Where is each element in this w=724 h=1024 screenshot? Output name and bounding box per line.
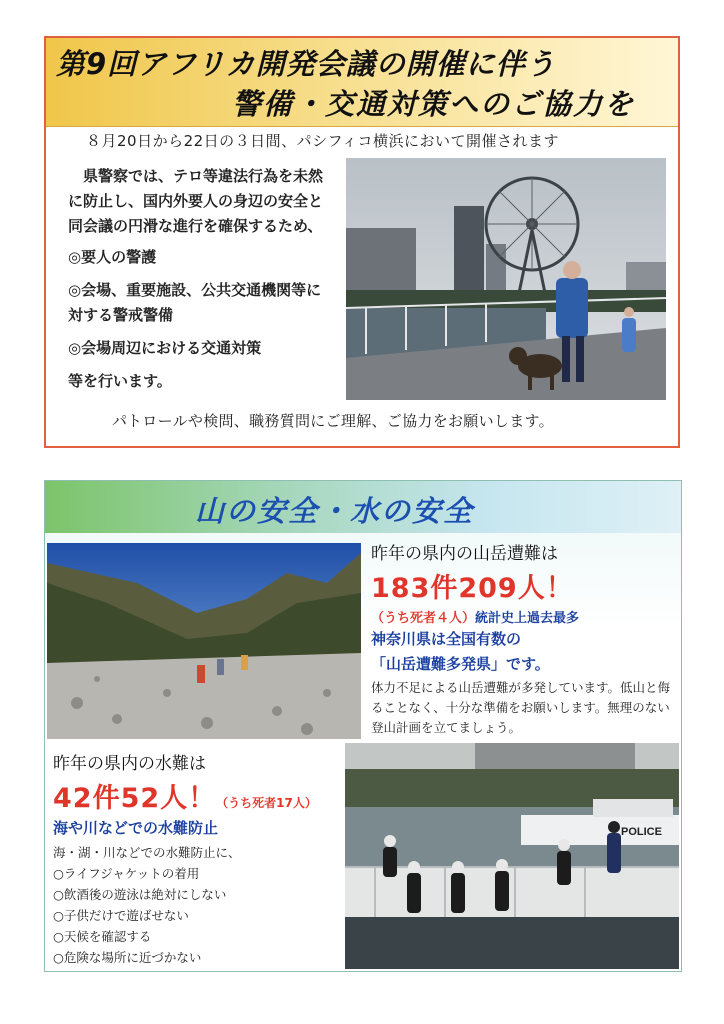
safety-title: 山の安全・水の安全 — [195, 494, 475, 528]
measures-intro: 県警察では、テロ等違法行為を未然に防止し、国内外要人の身辺の安全と同会議の円滑な進行を確保するため、 — [68, 167, 324, 235]
mountain-heading: 昨年の県内の山岳遭難は — [371, 544, 558, 564]
list-item: ○危険な場所に近づかない — [53, 950, 202, 965]
police-patrol-photo — [346, 158, 666, 400]
boat-police-label: POLICE — [621, 826, 662, 838]
mountain-record-note: 統計史上過去最多 — [475, 611, 580, 626]
mountain-advice: 体力不足による山岳遭難が多発しています。低山と侮ることなく、十分な準備をお願いします。無理のない登山計画を立てましょう。 — [371, 680, 671, 735]
list-item: ○飲酒後の遊泳は絶対にしない — [53, 887, 227, 902]
conference-title-line1: 第9回アフリカ開発会議の開催に伴う — [56, 47, 556, 81]
mountain-hikers-photo — [47, 543, 361, 739]
conference-title-banner — [46, 38, 678, 127]
mountain-slogan: 「山岳遭難多発県」です。 — [371, 655, 550, 673]
water-rescue-photo — [345, 743, 679, 969]
cooperation-request: パトロールや検問、職務質問にご理解、ご協力をお願いします。 — [112, 412, 554, 430]
conference-title-line2: 警備・交通対策へのご協力を — [232, 87, 636, 121]
conference-dates: ８月20日から22日の３日間、パシフィコ横浜において開催されます — [86, 132, 559, 150]
water-stat: 42件52人！ — [53, 783, 217, 814]
safety-title-banner — [45, 481, 681, 533]
mountain-deaths-note: （うち死者４人） — [371, 611, 476, 626]
water-accident-info — [53, 749, 347, 968]
kanagawa-note: 神奈川県は全国有数の — [371, 630, 522, 648]
mountain-stat: 183件209人！ — [371, 573, 574, 604]
list-item: ○ライフジャケットの着用 — [53, 866, 200, 881]
water-heading: 昨年の県内の水難は — [53, 754, 206, 774]
measure-item: ◎会場周辺における交通対策 — [68, 339, 262, 357]
conference-notice-panel — [44, 36, 680, 448]
list-item: ○子供だけで遊ばせない — [53, 908, 189, 923]
list-item: ○天候を確認する — [53, 929, 152, 944]
water-slogan: 海や川などでの水難防止 — [53, 819, 219, 837]
measures-closing: 等を行います。 — [68, 372, 172, 390]
measure-item: ◎会場、重要施設、公共交通機関等に対する警戒警備 — [68, 281, 322, 324]
water-deaths-note: （うち死者17人） — [216, 796, 317, 810]
measure-item: ◎要人の警護 — [68, 248, 157, 266]
security-measures-text — [68, 164, 330, 402]
mountain-water-safety-panel — [44, 480, 682, 972]
list-item: 海・湖・川などでの水難防止に、 — [53, 845, 241, 860]
mountain-note — [371, 607, 681, 626]
water-safety-tips — [53, 842, 347, 968]
water-stat-line — [53, 776, 347, 815]
mountain-accident-info — [371, 539, 681, 738]
